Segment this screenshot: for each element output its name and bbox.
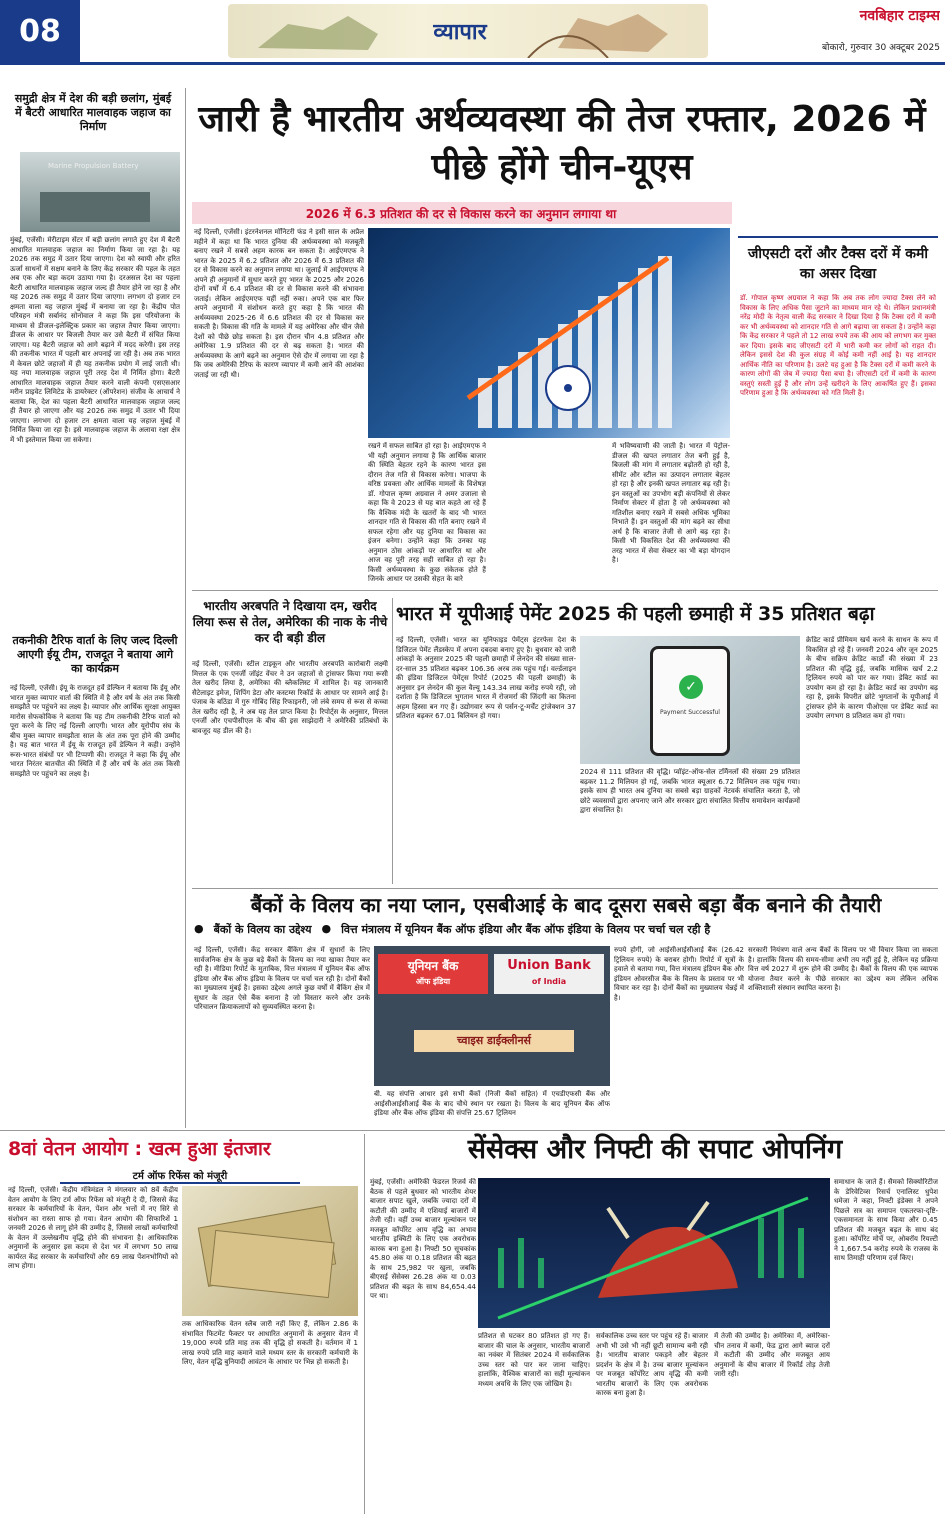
- market-col5: समाधान के जाते हैं। सैमको सिक्योरिटीज के डेरिवेटिव्स रिसर्च एनालिस्ट धुपेश धमेजा ने कहा, निफ्टी इंडेक्स ने अपने पिछले सत्र का समापन एकतरफा-दृष्टि-एकसमानता के साथ किया और 0.45 प्रतिशत की मजबूत बढ़त के साथ बंद हुआ। कॉर्पोरेट मोर्चे पर, ओबरॉय रियल्टी ने 1,667.54 करोड़ रुपये के राजस्व के साथ तिमाही परिणाम दर्ज किए।: [834, 1178, 938, 1262]
- lead-headline: जारी है भारतीय अर्थव्यवस्था की तेज रफ्तार, 2026 में पीछे होंगे चीन-यूएस: [198, 99, 926, 188]
- bank-photo: [374, 946, 610, 1086]
- ship-photo: [20, 152, 180, 232]
- bull-market-photo: [478, 1178, 830, 1328]
- sign-hindi-sub: ऑफ इंडिया: [415, 977, 451, 986]
- lead-col3: में भविष्यवाणी की जाती है। भारत में पेट्रोल-डीजल की खपत लगातार तेज बनी हुई है, बिजली की मांग में लगातार बढ़ोतरी हो रही है, सीमेंट और स्टील का उत्पादन लगातार बेहतर हो रहा है और इनकी खपत लगातार बढ़ रही है। इन वस्तुओं का उपभोग बड़ी कंपनियों से लेकर निर्माण सेक्टर में होता है जो अर्थव्यवस्था को गतिशील बनाए रखने में सबसे अधिक भूमिका निभाते हैं। इन वस्तुओं की मांग बढ़ने का सीधा अर्थ है कि बाजार तेजी से आगे बढ़ रहा है। किसी भी विकसित देश की अर्थव्यवस्था की तरह भारत में सेवा सेक्टर का भी बड़ा योगदान है।: [612, 442, 730, 564]
- section-name: व्यापार: [433, 20, 487, 45]
- pay-col2: तक आधिकारिक वेतन स्लैब जारी नहीं किए हैं, लेकिन 2.86 के संभावित फिटमेंट फैक्टर पर आधारित अनुमानों के अनुसार वेतन में 19,000 रुपये प्रति माह तक की वृद्धि हो सकती है। वर्तमान में 1 लाख रुपये प्रति माह कमाने वाले मध्यम स्तर के सरकारी कर्मचारी के लिए, वेतन वृद्धि बुनियादी आवंटन के आधार पर भिन्न हो सकती है।: [182, 1320, 358, 1366]
- banks-col4: सरकारी नियंत्रण वाले अन्य बैंकों के विलय पर भी विचार किया जा सकता है। हालांकि विलय की समय-सीमा अभी तय नहीं हुई है, लेकिन यह प्रक्रिया वित्त वर्ष 2027 में शुरू होने की उम्मीद है। बैंकों के विलय की एक व्यापक योजना तैयार करने के पीछे सरकार का उद्देश्य कम लेकिन अधिक शक्तिशाली संस्थान स्थापित करना है।: [748, 946, 938, 992]
- bar-graphic: [368, 228, 730, 438]
- economy-graph-photo: [368, 228, 730, 438]
- left-story1-body: मुंबई, एजेंसी। मेरीटाइम सेंटर में बड़ी छलांग लगाते हुए देश में बैटरी आधारित मालवाहक जहाज का निर्माण किया जा रहा है। यह 2026 तक समुद्र में उतार दिया जाएगा। देश को स्वायी और हरित ऊर्जा साधनों में सक्षम बनाने के लिए केंद्र सरकार की पहल के तहत अब एक और बड़ा कदम उठाया गया है। दरअसल देश का पहला बैटरी आधारित मालवाहक जहाज जल्द ही तैयार होने जा रहा है और यह 2026 तक समुद्र में उतार दिया जाएगा। लगभग दो हजार टन क्षमता वाला यह जहाज मुंबई में बनाया जा रहा है। केंद्रीय पोत परिवहन मंत्री सर्बानंद सोनोवाल ने कहा कि इस परियोजना के माध्यम से डीजल-इलेक्ट्रिक प्रकार का जहाज तैयार किया जाएगा। डीजल के आधार पर बिजली तैयार कर उसे बैटरी में संचित किया जाएगा। यह बैटरी जहाज को आगे बढ़ाने में मदद करेगी। इस तरह की तकनीक भारत में पहली बार अपनाई जा रही है। अब तक भारत में केवल छोटे जहाजों में ही यह तकनीक प्रयोग में लाई जाती थी। यह नया मालवाहक जहाज पूरी तरह देश में निर्मित होगा। बैटरी आधारित मालवाहक जहाज तैयार करने वाली कंपनी एसएसआर मरीन प्राइवेट लिमिटेड के डायरेक्टर (ऑपरेशन) संजीव के आचार्य ने बताया कि, देश का पहला बैटरी आधारित मालवाहक जहाज जल्द ही तैयार हो जाएगा और यह 2026 तक समुद्र में उतार भी दिया जाएगा। लगभग दो हजार टन क्षमता वाला यह जहाज मुंबई में निर्मित किया जा रहा है। इसे मालवाहक जहाज के अलावा रक्षा क्षेत्र में भी इस्तेमाल किया जा सकेगा।: [10, 236, 180, 444]
- page-number: 08: [0, 0, 80, 62]
- upi-col1: नई दिल्ली, एजेंसी। भारत का यूनिफाइड पेमेंट्स इंटरफेस देश के डिजिटल पेमेंट लैंडस्केप में अपना दबदबा बनाए हुए है। बुधवार को जारी आंकड़ों के अनुसार 2025 की पहली छमाही में लेनदेन की संख्या साल-दर-साल 35 प्रतिशत बढ़कर 106.36 अरब तक पहुंच गई। वर्ल्डलाइन की इंडिया डिजिटल पेमेंट्स रिपोर्ट (2025 की पहली छमाही) के अनुसार इन लेनदेन की कुल वैल्यू 143.34 लाख करोड़ रुपये रही, जो दर्शाता है कि डिजिटल भुगतान भारत में रोजमर्रा की जिंदगी का कितना अहम हिस्सा बन गए हैं। उद्योगवार रूप से पर्सन-टू-मर्चेंट ट्रांजेक्शन 37 प्रतिशत बढ़कर 67.01 बिलियन हो गया।: [396, 636, 576, 720]
- sign-hindi: यूनियन बैंक: [407, 959, 459, 973]
- ship-photo-caption: Marine Propulsion Battery: [48, 162, 139, 170]
- market-col2: प्रतिशत से घटकर 80 प्रतिशत हो गए हैं। बाजार की चाल के अनुसार, भारतीय बाजारों का नवंबर में सितंबर 2024 में सर्वकालिक उच्च स्तर को पार कर जाना चाहिए। हालांकि, वैश्विक बाजारों का सही मूल्यांकन मध्यम अवधि के लिए एक जोखिम है।: [478, 1332, 590, 1388]
- bullet-icon: ●: [321, 922, 332, 935]
- union-bank-sign-hi: [378, 954, 488, 994]
- upi-col3: क्रेडिट कार्ड प्रीमियम खर्च करने के साधन के रूप में विकसित हो रहे हैं। जनवरी 2024 और जून 2025 के बीच सक्रिय क्रेडिट कार्डों की संख्या में 23 प्रतिशत की वृद्धि हुई, जबकि मासिक खर्च 2.2 ट्रिलियन रुपये को पार कर गया। डेबिट कार्ड का उपयोग कम हो रहा है। क्रेडिट कार्ड का उपयोग बढ़ रहा है, इसके विपरीत छोटे भुगतानों के यूपीआई में ट्रांसफर होने के कारण पीओएस पर डेबिट कार्ड का उपयोग लगभग 8 प्रतिशत कम हो गया।: [806, 636, 938, 720]
- section-divider: [192, 590, 938, 591]
- lead-col2b: [490, 442, 608, 582]
- sign-english-sub: of India: [531, 977, 567, 986]
- market-headline: सेंसेक्स और निफ्टी की सपाट ओपनिंग: [467, 1134, 843, 1165]
- banks-deck2: वित्त मंत्रालय में यूनियन बैंक ऑफ इंडिया और बैंक ऑफ इंडिया के विलय पर चर्चा चल रही है: [341, 923, 711, 936]
- shop-sign: च्वाइस डाईक्लीनर्स: [414, 1030, 574, 1052]
- column-divider: [364, 1134, 365, 1514]
- lead-subhead: 2026 में 6.3 प्रतिशत की दर से विकास करने का अनुमान लगाया था: [305, 207, 617, 221]
- left-story2-body: नई दिल्ली, एजेंसी। ईयू के राजदूत हर्वे डेल्फिन ने बताया कि ईयू और भारत मुक्त व्यापार वार्ता की स्थिति में है और वर्ष के अंत तक किसी समझौते पर पहुंचने का लक्ष्य है। व्यापार और आर्थिक सुरक्षा आयुक्त मारोस सेफकोविक ने बताया कि यह टीम तकनीकी टैरिफ वार्ता को पूरा करने के लिए नई दिल्ली आएगी। भारत और यूरोपीय संघ के बीच मुक्त व्यापार समझौता साल के अंत तक पूरा होने की उम्मीद है। यह बात भारत में ईयू के राजदूत हर्वे डेल्फिन ने कही। उन्होंने रूस-भारत संबंधों पर भी टिप्पणी की। राजदूत ने कहा कि ईयू और भारत निरंतर बातचीत की स्थिति में हैं और वर्ष के अंत तक किसी समझौते पर पहुंचने का लक्ष्य है।: [10, 684, 180, 778]
- oil-headline: भारतीय अरबपति ने दिखाया दम, खरीद लिया रूस से तेल, अमेरिका की नाक के नीचे कर दी बड़ी डील: [192, 599, 388, 645]
- market-col4: में तेजी की उम्मीद है। अमेरिका में, अमेरिका-चीन तनाव में कमी, फेड द्वारा आगे ब्याज दरों में कटौती की उम्मीद और मजबूत आय अनुमानों के बीच बाजार में रिकॉर्ड तोड़ तेजी जारी रही।: [714, 1332, 830, 1378]
- masthead-rule: [0, 62, 945, 65]
- column-divider: [392, 598, 393, 884]
- phone-photo: [580, 636, 800, 764]
- banks-headline: बैंकों के विलय का नया प्लान, एसबीआई के बाद दूसरा सबसे बड़ा बैंक बनाने की तैयारी: [250, 893, 882, 917]
- payment-status-text: Payment Successful: [660, 709, 720, 716]
- left-story2-headline: तकनीकी टैरिफ वार्ता के लिए जल्द दिल्ली आएगी ईयू टीम, राजदूत ने बताया आगे का कार्यक्रम: [12, 634, 178, 675]
- banks-deck: [194, 922, 938, 940]
- gst-headline: जीएसटी दरों और टैक्स दरों में कमी का असर दिखा: [748, 246, 928, 282]
- section-divider: [0, 1130, 945, 1131]
- bullet-icon: ●: [194, 922, 204, 935]
- check-icon: ✓: [679, 675, 703, 699]
- market-col1: मुंबई, एजेंसी। अमेरिकी फेडरल रिजर्व की बैठक से पहले बुधवार को भारतीय शेयर बाजार सपाट खुले, जबकि ज्यादा दरों में कटौती की उम्मीद में एशियाई बाजारों में तेजी रही। वहीं उच्च बाजार मूल्यांकन पर मजबूत कॉर्पोरेट आय वृद्धि का अभाव भारतीय इक्विटी के लिए एक अवरोधक कारक बना हुआ है। निफ्टी 50 सूचकांक 45.80 अंक या 0.18 प्रतिशत की बढ़त के साथ 25,982 पर खुला, जबकि बीएसई सेंसेक्स 26.28 अंक या 0.03 प्रतिशत की बढ़त के साथ 84,654.44 पर था।: [370, 1178, 476, 1300]
- banks-col2: बी. यह संपत्ति आधार इसे सभी बैंकों (निजी बैंकों सहित) में एचडीएफसी बैंक और आईसीआईसीआई बैंक के बाद चौथे स्थान पर रखता है। विलय के बाद यूनियन बैंक ऑफ इंडिया और बैंक ऑफ इंडिया की संपत्ति 25.67 ट्रिलियन: [374, 1090, 610, 1117]
- upi-headline: भारत में यूपीआई पेमेंट 2025 की पहली छमाही में 35 प्रतिशत बढ़ा: [396, 603, 875, 625]
- pay-headline: 8वां वेतन आयोग : खत्म हुआ इंतजार: [8, 1138, 271, 1160]
- lead-col2: रखने में सफल साबित हो रहा है। आईएमएफ ने भी यही अनुमान लगाया है कि आर्थिक बाजार की स्थिति बेहतर रहने के कारण भारत इस दौरान तेज गति से विकास करेगा। भाजपा के वरिष्ठ प्रवक्ता और आर्थिक मामलों के विशेषज्ञ डॉ. गोपाल कृष्ण अग्रवाल ने अमर उजाला से कहा कि वे 2023 से यह बात कहते आ रहे हैं कि वैश्विक मंदी के खतरों के बाद भी भारत शानदार गति से विकास की गति बनाए रखने में सफल रहेगा और यह दुनिया का विकास का इंजन बनेगा। उन्होंने कहा कि उनका यह अनुमान ठोस आंकड़ों पर आधारित था और आज वह पूरी तरह सही साबित हो रहा है। किसी अर्थव्यवस्था के कुछ संकेतक होते हैं जिनके आधार पर उसकी सेहत के बारे: [368, 442, 486, 582]
- bull-graphic: [478, 1178, 830, 1328]
- paper-name: नवबिहार टाइम्स: [859, 8, 940, 24]
- union-bank-sign-en: [494, 954, 604, 994]
- pay-col1: नई दिल्ली, एजेंसी। केंद्रीय मंत्रिमंडल ने मंगलवार को 8वें केंद्रीय वेतन आयोग के लिए टर्म ऑफ रिफेंस को मंजूरी दे दी, जिससे केंद्र सरकार के कर्मचारियों के वेतन, पेंशन और भत्तों में नए सिरे से संशोधन का रास्ता साफ हो गया। वेतन आयोग की सिफारिशें 1 जनवरी 2026 से लागू होने की उम्मीद है, जिससे लाखों कर्मचारियों के वेतन में उल्लेखनीय वृद्धि होने की संभावना है। आधिकारिक अनुमानों के अनुसार इस कदम से देश भर में लगभग 50 लाख कार्यरत केंद्र सरकार के कर्मचारियों और 69 लाख पेंशनभोगियों को लाभ होगा।: [8, 1186, 178, 1270]
- gst-body: डॉ. गोपाल कृष्ण अग्रवाल ने कहा कि अब तक लोग ज्यादा टैक्स लेने को विकास के लिए अधिक पैसा जुटाने का माध्यम मान रहे थे। लेकिन प्रधानमंत्री नरेंद्र मोदी के नेतृत्व वाली केंद्र सरकार ने दिखा दिया है कि टैक्स दरों में कमी कर भी अर्थव्यवस्था को शानदार गति से आगे बढ़ाया जा सकता है। उन्होंने कहा कि केंद्र सरकार ने पहले तो 12 लाख रुपये तक की आय को लगभग कर मुक्त कर दिया। इसके बाद जीएसटी दरों में भारी कमी कर लोगों को राहत दी। लेकिन इससे देश की कुल संग्रह में कोई कमी नहीं आई है। यह शानदार आर्थिक नीति का परिणाम है। उलटे यह हुआ है कि टैक्स दरों में कमी करने के कारण लोगों की जेब में ज्यादा पैसा बचा है। जीएसटी दरों में कमी के कारण वस्तुएं सस्ती हुई हैं और लोग उन्हें खरीदने के लिए आकर्षित हुए हैं। इसका परिणाम हुआ है कि अर्थव्यवस्था को गति मिली है।: [740, 294, 936, 397]
- oil-body: नई दिल्ली, एजेंसी। स्टील टाइकून और भारतीय अरबपति कारोबारी लक्ष्मी मित्तल के एक एनर्जी जॉइंट वेंचर ने उन जहाजों से ट्रांसफर किया गया रूसी तेल खरीद लिया है, अमेरिका की ब्लैकलिस्ट में शामिल है। यह जानकारी सैटेलाइट इमेज, शिपिंग डेटा और कस्टम्स रिकॉर्ड के आधार पर सामने आई है। पंजाब के बठिंडा में गुरु गोबिंद सिंह रिफाइनरी, जो लंबे समय से रूस से कच्चा तेल खरीद रही है, ने अब यह तेल प्राप्त किया है। रिपोर्ट्स के अनुसार, मित्तल एनर्जी और एचपीसीएल के बीच की इस साझेदारी ने अमेरिकी प्रतिबंधों के बावजूद यह डील की है।: [192, 660, 388, 735]
- upi-col2: 2024 से 111 प्रतिशत की वृद्धि। प्वॉइंट-ऑफ-सेल टर्मिनलों की संख्या 29 प्रतिशत बढ़कर 11.2 मिलियन हो गई, जबकि भारत क्यूआर 6.72 मिलियन तक पहुंच गया। इसके साथ ही भारत अब दुनिया का सबसे बड़ा ग्राहकों नेटवर्क संचालित करता है, जो छोटे व्यवसायों द्वारा अपनाए जाने और सरकार द्वारा संचालित वित्तीय समावेशन कार्यक्रमों द्वारा संचालित है।: [580, 768, 800, 814]
- column-divider: [185, 88, 186, 1128]
- sign-english: Union Bank: [507, 958, 591, 973]
- left-story1-headline: समुद्री क्षेत्र में देश की बड़ी छलांग, मुंबई में बैटरी आधारित मालवाहक जहाज का निर्माण: [14, 92, 172, 133]
- market-col3: सर्वकालिक उच्च स्तर पर पहुंच रहे हैं। बाजार अभी भी उसे भी नहीं छूटी सामान्य बनी रही है। भारतीय बाजार पकड़ने और बेहतर प्रदर्शन के क्षेत्र में है। उच्च बाजार मूल्यांकन पर मजबूत कॉर्पोरेट आय वृद्धि की कमी भारतीय बाजारों के लिए एक अवरोधक कारक बना हुआ है।: [596, 1332, 708, 1397]
- lead-col1: नई दिल्ली, एजेंसी। इंटरनेशनल मॉनिटरी फंड ने इसी साल के अप्रैल महीने में कहा था कि भारत दुनिया की अर्थव्यवस्था को मजबूती बनाए रखने में सबसे अहम कारक बन सकता है। आईएमएफ ने भारत के 2025 में 6.2 प्रतिशत और 2026 में 6.3 प्रतिशत की दर से विकास करने का अनुमान लगाया था। जुलाई में आईएमएफ ने अपने ही अनुमानों में सुधार करते हुए भारत के 2025 और 2026 दोनों वर्षों में 6.4 प्रतिशत की दर से विकास करने की संभावना जताई। लेकिन आईएमएफ यहीं नहीं रुका। अपने एक बार फिर अपने अनुमानों में संशोधन करते हुए कहा है कि भारत की अर्थव्यवस्था 2025-26 में 6.6 प्रतिशत की दर से विकास कर सकती है। विकास की गति के मामले में यह अमेरिका और चीन जैसे देशों को पीछे छोड़ सकता है। इस दौरान चीन 4.8 प्रतिशत और अमेरिका 1.9 प्रतिशत की दर से बढ़ सकता है। भारत की अर्थव्यवस्था के आगे बढ़ने का अनुमान ऐसे दौर में लगाया जा रहा है कि जब अमेरिकी टैरिफ के कारण व्यापार में कमी आने की आशंका जताई जा रही थी।: [194, 228, 364, 379]
- pay-subhead: टर्म ऑफ रिफेंस को मंजूरी: [60, 1168, 300, 1184]
- banks-deck1: बैंकों के विलय का उद्देश्य: [213, 923, 312, 936]
- banks-col1: नई दिल्ली, एजेंसी। केंद्र सरकार बैंकिंग क्षेत्र में सुधारों के लिए सार्वजनिक क्षेत्र के कुछ बड़े बैंकों के विलय का नया खाका तैयार कर रही है। मीडिया रिपोर्ट के मुताबिक, वित्त मंत्रालय में यूनियन बैंक ऑफ इंडिया और बैंक ऑफ इंडिया के विलय पर चर्चा चल रही है। दोनों बैंकों का मुख्यालय मुंबई है। इसका उद्देश्य अगले कुछ वर्षों में बैंकिंग क्षेत्र में सुधार के तहत ऐसे बैंक बनाना है जो विस्तार करने और उनके परिचालन क्रियाकलापों को सुव्यवस्थित करना है।: [194, 946, 370, 1011]
- banks-col3: रुपये होगी, जो आईसीआईसीआई बैंक (26.42 ट्रिलियन रुपये) के बराबर होगी। रिपोर्ट में सूत्रों के हवाले से बताया गया, वित्त मंत्रालय इंडियन बैंक और इंडियन ओवरसीज बैंक के विलय के प्रस्ताव पर भी विचार कर रहा है। दोनों बैंकों का मुख्यालय चेन्नई में है।: [614, 946, 744, 1002]
- currency-notes-photo: [182, 1186, 358, 1316]
- dateline: बोकारो, गुरुवार 30 अक्टूबर 2025: [822, 43, 940, 53]
- section-divider: [192, 888, 938, 889]
